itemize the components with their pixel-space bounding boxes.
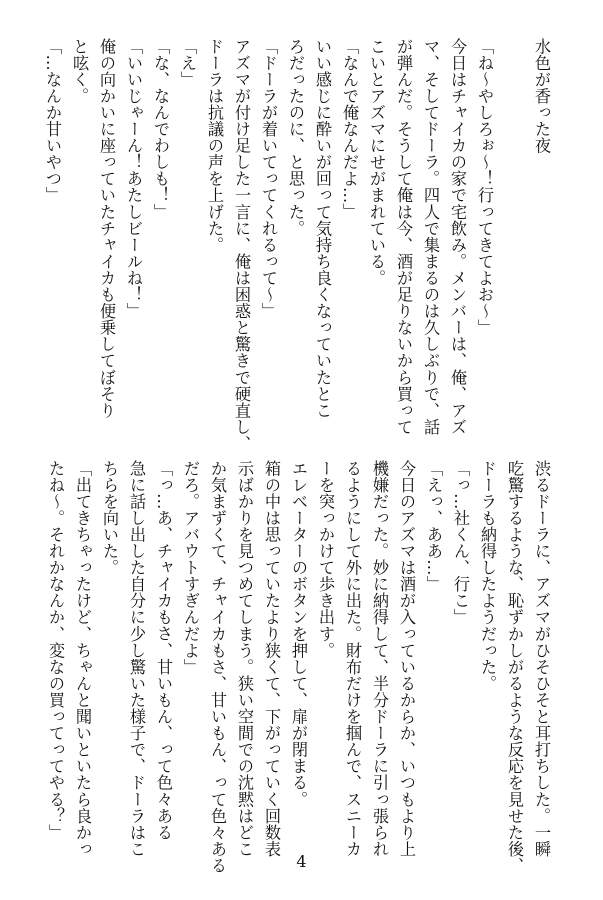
text-line: 「っ…あ、チャイカもさ、甘いもん、って色々ある xyxy=(154,460,173,841)
text-line: たね～。それかなんか、変なの買ってってやる？」 xyxy=(46,460,65,841)
text-line: 「え」 xyxy=(178,38,197,88)
text-line: 「出てきちゃったけど、ちゃんと聞いといたら良かっ xyxy=(73,460,92,858)
text-line: 機嫌だった。妙に納得して、半分ドーラに引っ張られ xyxy=(370,460,389,858)
text-line: こいとアズマにせがまれている。 xyxy=(367,38,386,287)
text-line: 渋るドーラに、アズマがひそひそと耳打ちした。一瞬 xyxy=(532,460,551,858)
text-line: ドーラは抗議の声を上げた。 xyxy=(205,38,224,254)
text-line: 今日のアズマは酒が入っているからか、いつもより上 xyxy=(397,460,416,858)
page-number: 4 xyxy=(296,852,307,871)
text-line: ーを突っかけて歩き出す。 xyxy=(316,460,335,659)
text-line: 「な、なんでわしも！」 xyxy=(151,38,170,221)
text-line: 示ばかりを見つめてしまう。狭い空間での沈黙はどこ xyxy=(235,460,254,858)
text-line: 「…なんか甘いやつ」 xyxy=(43,38,62,204)
text-line: と呟く。 xyxy=(70,38,89,105)
top-text-block xyxy=(39,38,555,452)
text-line: 「えっ、ああ…」 xyxy=(424,460,443,593)
text-line: 吃驚するような、恥ずかしがるような反応を見せた後、 xyxy=(505,460,524,874)
text-line: 「なんで俺なんだよ…」 xyxy=(340,38,359,221)
text-line: 箱の中は思っていたより狭くて、下がっていく回数表 xyxy=(262,460,281,858)
text-line: 急に話し出した自分に少し驚いた様子で、ドーラはこ xyxy=(127,460,146,858)
text-line: が弾んだ。そうして俺は今、酒が足りないから買って xyxy=(394,38,413,436)
text-line: 「ドーラが着いてってくれるって～」 xyxy=(259,38,278,320)
text-line: か気まずくて、チャイカもさ、甘いもん、って色々ある xyxy=(208,460,227,874)
text-line: 今日はチャイカの家で宅飲み。メンバーは、俺、アズ xyxy=(448,38,467,436)
text-line: エレベーターのボタンを押して、扉が閉まる。 xyxy=(289,460,308,808)
text-line: アズマが付け足した一言に、俺は困惑と驚きで硬直し、 xyxy=(232,38,251,452)
text-line: 俺の向かいに座っていたチャイカも便乗してぼそり xyxy=(97,38,116,419)
text-line: 「いいじゃーん！あたしビールね！」 xyxy=(124,38,143,320)
text-line: ドーラも納得したようだった。 xyxy=(478,460,497,692)
text-line: 「ね～やしろぉ～！行ってきてよお～」 xyxy=(475,38,494,336)
text-line: だろ。アバウトすぎんだよ」 xyxy=(181,460,200,676)
bottom-text-block xyxy=(42,460,555,874)
text-line: いい感じに酔いが回って気持ち良くなっていたとこ xyxy=(313,38,332,419)
text-line: ろだったのに、と思った。 xyxy=(286,38,305,237)
text-line: マ、そしてドーラ。四人で集まるのは久しぶりで、話 xyxy=(421,38,440,436)
text-line: るようにして外に出た。財布だけを掴んで、スニーカ xyxy=(343,460,362,858)
text-line: 「っ…社くん、行こ」 xyxy=(451,460,470,626)
text-line: ちらを向いた。 xyxy=(100,460,119,576)
story-title: 水色が香った夜 xyxy=(532,38,551,154)
